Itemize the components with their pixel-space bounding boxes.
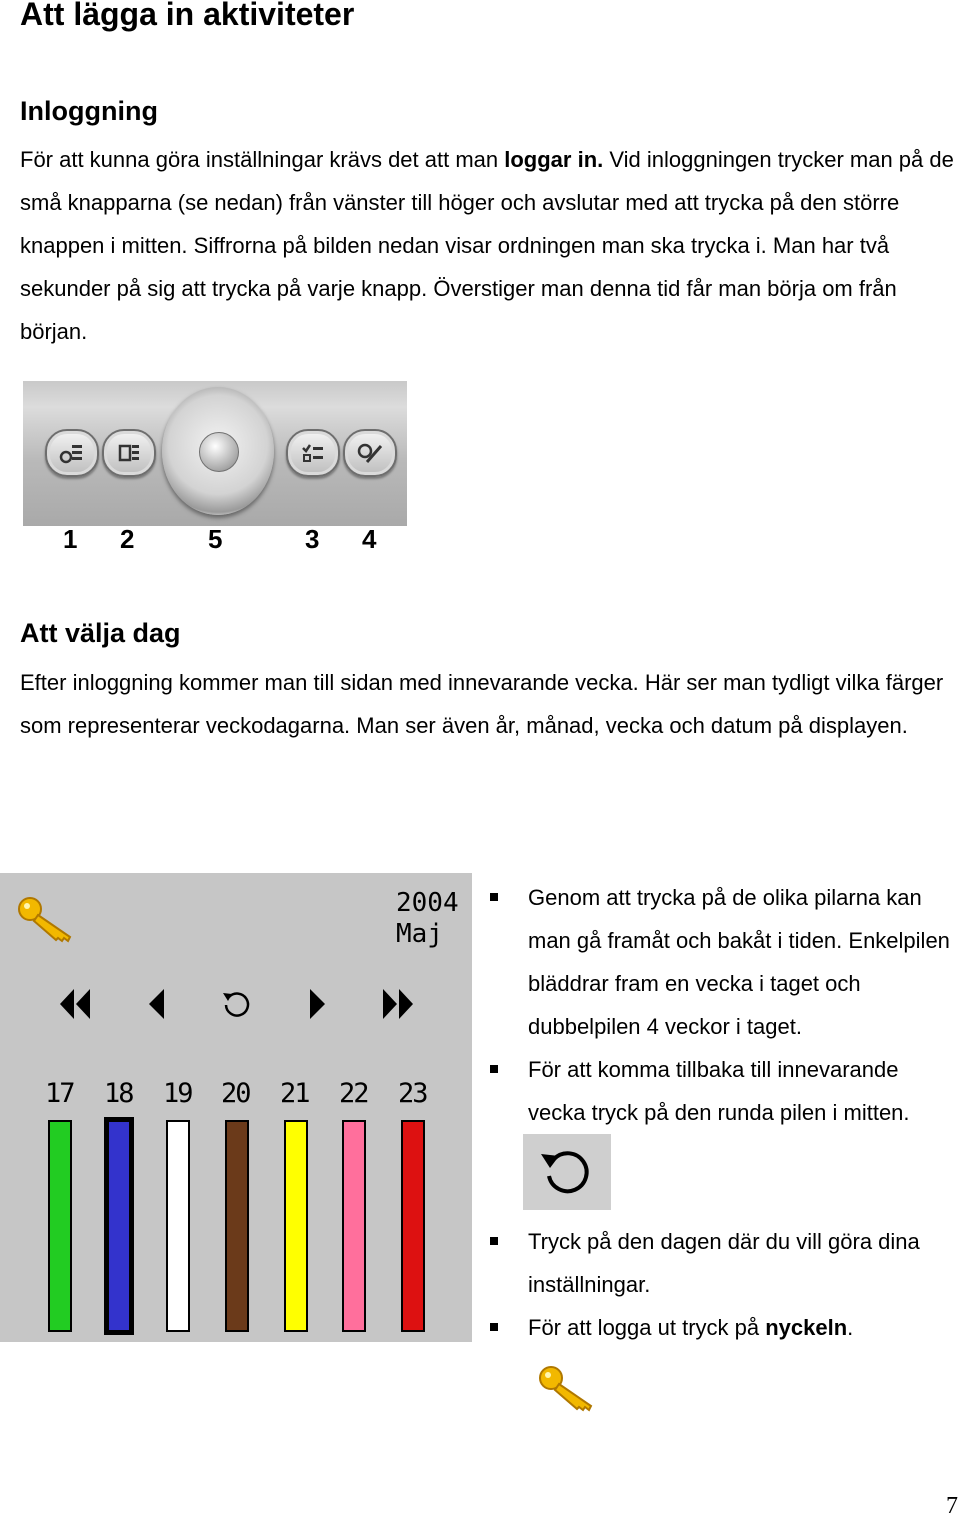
checklist-icon <box>300 440 326 466</box>
keypad-button-4[interactable] <box>343 429 397 477</box>
day-date: 19 <box>163 1078 192 1109</box>
day-select-paragraph: Efter inloggning kommer man till sidan med innevarande vecka. Här ser man tydligt vilka färger som representerar veckodagarna. Man ser även år, månad, vecka och datum på displayen. <box>20 670 944 738</box>
login-text-2: Vid inloggningen trycker man på de små knapparna (se nedan) från vänster till höger och avslutar med att trycka på den större knappen i mitten. Siffrorna på bilden nedan visar ordningen man ska trycka i. Man har två sekunder på sig att trycka på varje knapp. Överstiger man denna tid får man börja om från början. <box>20 147 954 344</box>
login-paragraph <box>20 138 960 353</box>
day-color-bar[interactable] <box>401 1120 425 1332</box>
bullet-marker <box>490 1237 498 1245</box>
bullet-marker <box>490 1065 498 1073</box>
bullet-arrows-text: Genom att trycka på de olika pilarna kan man gå framåt och bakåt i tiden. Enkelpilen bläddrar fram en vecka i taget och dubbelpilen 4 veckor i taget. <box>528 885 950 1039</box>
logout-text: För att logga ut tryck på <box>528 1315 766 1340</box>
login-emphasis: loggar in. <box>504 147 604 172</box>
order-number: 1 <box>63 524 78 554</box>
bullet-refresh-text: För att komma tillbaka till innevarande vecka tryck på den runda pilen i mitten. <box>528 1057 910 1125</box>
day-date: 20 <box>221 1078 250 1109</box>
login-heading: Inloggning <box>20 96 158 126</box>
month-label: Maj <box>396 919 443 949</box>
refresh-button-image <box>523 1134 611 1210</box>
page-title: Att lägga in aktiviteter <box>20 0 355 32</box>
day-color-bar[interactable] <box>104 1117 134 1335</box>
double-left-arrow-icon[interactable] <box>58 987 92 1021</box>
day-date: 22 <box>339 1078 368 1109</box>
order-number: 3 <box>305 524 320 554</box>
refresh-icon[interactable] <box>220 988 252 1020</box>
day-date: 18 <box>104 1078 133 1109</box>
day-color-bar[interactable] <box>342 1120 366 1332</box>
keypad-button-2[interactable] <box>102 429 156 477</box>
key-icon <box>537 1364 597 1412</box>
day-color-bar[interactable] <box>225 1120 249 1332</box>
keypad-button-1[interactable] <box>45 429 99 477</box>
day-date: 23 <box>398 1078 427 1109</box>
page-number: 7 <box>946 1493 958 1519</box>
document-icon <box>116 440 142 466</box>
day-color-bar[interactable] <box>166 1120 190 1332</box>
center-button-knob <box>199 432 239 472</box>
day-color-bar[interactable] <box>284 1120 308 1332</box>
bullet-logout-text <box>528 1306 960 1349</box>
bullet-marker <box>490 1323 498 1331</box>
bullet-select-day-text: Tryck på den dagen där du vill göra dina inställningar. <box>528 1229 920 1297</box>
day-date: 17 <box>45 1078 74 1109</box>
bullet-marker <box>490 893 498 901</box>
login-text-1: För att kunna göra inställningar krävs det att man <box>20 147 505 172</box>
order-number: 2 <box>120 524 135 554</box>
right-arrow-icon[interactable] <box>308 987 328 1021</box>
keypad-button-3[interactable] <box>286 429 340 477</box>
day-date: 21 <box>280 1078 309 1109</box>
login-keypad <box>23 381 407 526</box>
key-icon[interactable] <box>16 895 76 943</box>
keypad-center-button[interactable] <box>162 387 274 515</box>
day-color-bar[interactable] <box>48 1120 72 1332</box>
calendar-display <box>0 873 472 1342</box>
order-number: 4 <box>362 524 377 554</box>
settings-list-icon <box>59 440 85 466</box>
order-number: 5 <box>208 524 223 554</box>
pen-icon <box>357 440 383 466</box>
refresh-icon <box>537 1146 595 1198</box>
day-select-heading: Att välja dag <box>20 618 181 648</box>
logout-emphasis: nyckeln <box>765 1315 848 1340</box>
left-arrow-icon[interactable] <box>146 987 166 1021</box>
double-right-arrow-icon[interactable] <box>381 987 415 1021</box>
year-label: 2004 <box>396 888 459 918</box>
logout-period: . <box>847 1315 854 1340</box>
